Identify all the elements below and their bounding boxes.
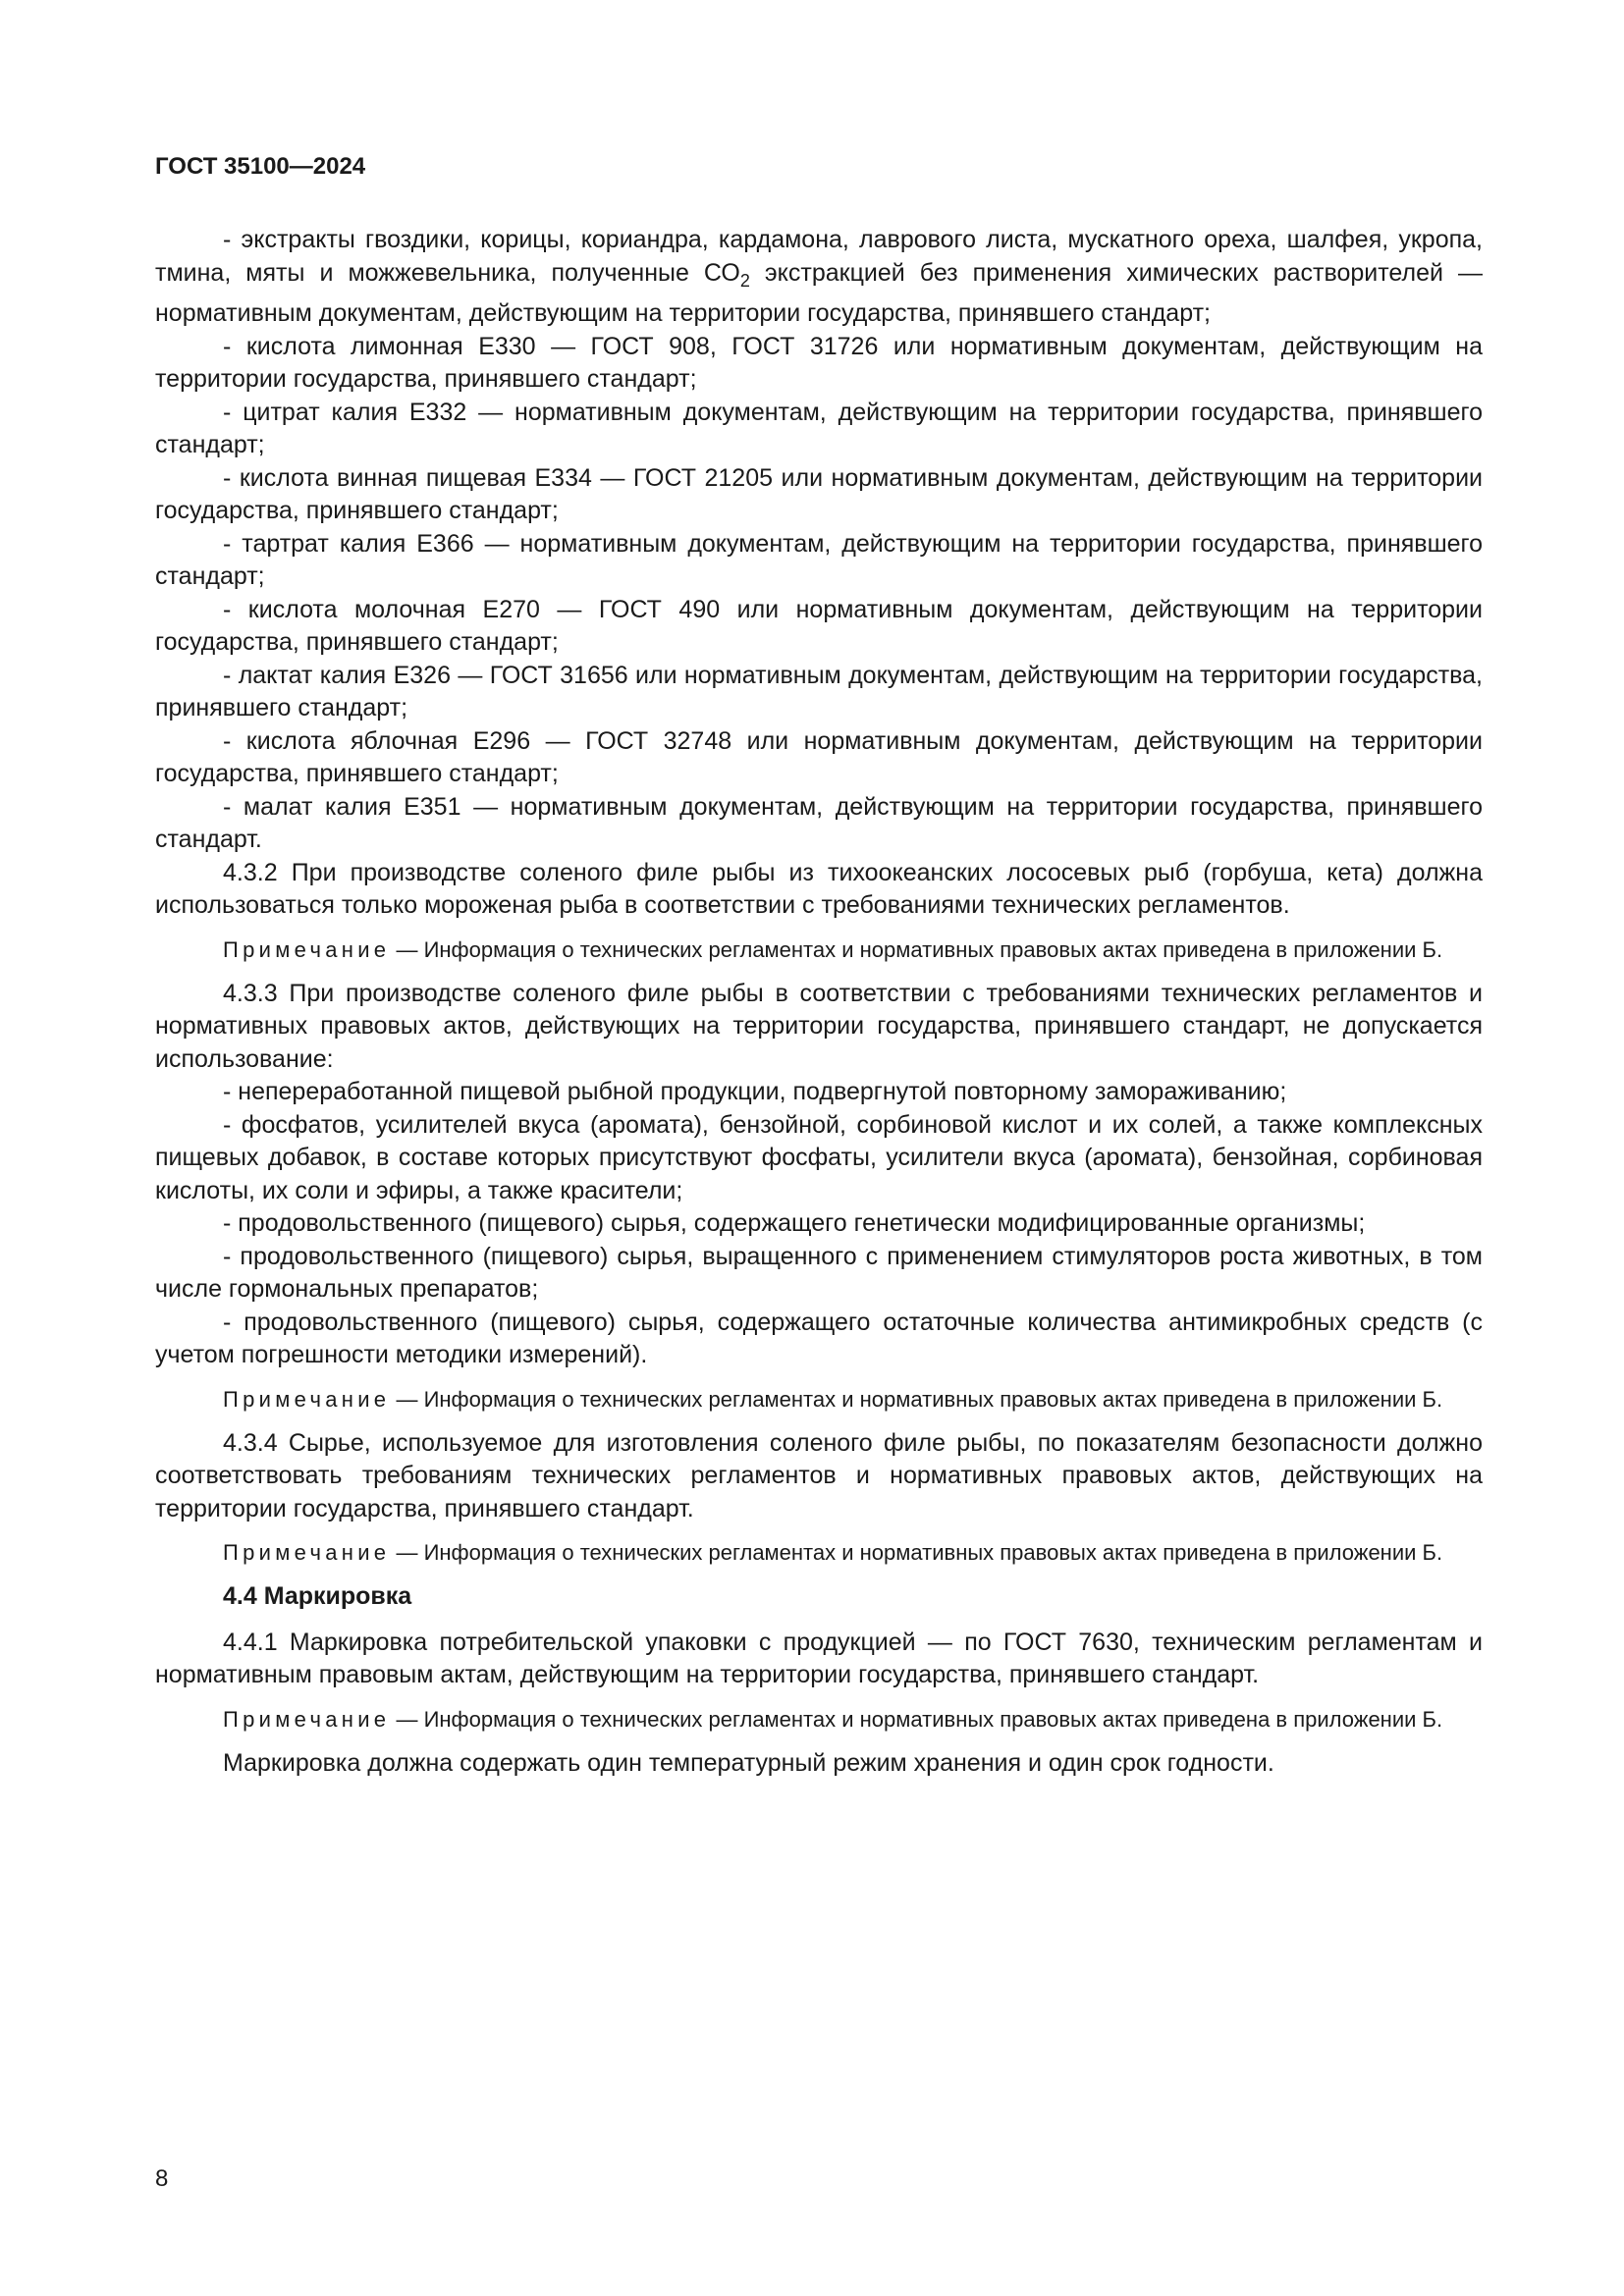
list-item: - продовольственного (пищевого) сырья, содержащего генетически модифицированные организмы; [223, 1209, 1366, 1237]
list-item: - кислота яблочная Е296 — ГОСТ 32748 или нормативным документам, действующим на территории государства, принявшего стандарт; [155, 726, 1483, 787]
clause-4-4-1: 4.4.1 Маркировка потребительской упаковки с продукцией — по ГОСТ 7630, техническим регламентам и нормативным правовым актам, действующим на территории государства, принявшего стандарт. [155, 1628, 1483, 1688]
list-item: - кислота лимонная Е330 — ГОСТ 908, ГОСТ 31726 или нормативным документам, действующим на территории государства, принявшего стандарт; [155, 332, 1483, 393]
list-item: - кислота винная пищевая Е334 — ГОСТ 21205 или нормативным документам, действующим на территории государства, принявшего стандарт; [155, 463, 1483, 524]
note-paragraph [155, 1538, 1483, 1568]
note-paragraph [155, 935, 1483, 965]
note-text: — Информация о технических регламентах и нормативных правовых актах приведена в приложении Б. [390, 1706, 1443, 1732]
list-item: - малат калия Е351 — нормативным документам, действующим на территории государства, принявшего стандарт. [155, 792, 1483, 853]
list-item: - фосфатов, усилителей вкуса (аромата), бензойной, сорбиновой кислот и их солей, а также комплексных пищевых добавок, в составе которых присутствуют фосфаты, усилители вкуса (аромата), бензойная, сорбиновая кислоты, их соли и эфиры, а также красители; [155, 1110, 1483, 1204]
list-item: - цитрат калия Е332 — нормативным документам, действующим на территории государства, принявшего стандарт; [155, 398, 1483, 458]
list-item: - продовольственного (пищевого) сырья, содержащего остаточные количества антимикробных средств (с учетом погрешности методики измерений). [155, 1308, 1483, 1368]
clause-4-3-4: 4.3.4 Сырье, используемое для изготовления соленого филе рыбы, по показателям безопасности должно соответствовать требованиям технических регламентов и нормативных правовых актов, действующих на территории государства, принявшего стандарт. [155, 1428, 1483, 1522]
list-item: - тартрат калия Е366 — нормативным документам, действующим на территории государства, принявшего стандарт; [155, 529, 1483, 590]
list-item: - непереработанной пищевой рыбной продукции, подвергнутой повторному замораживанию; [223, 1078, 1287, 1105]
document-header: ГОСТ 35100—2024 [155, 153, 366, 180]
clause-4-3-2: 4.3.2 При производстве соленого филе рыбы из тихоокеанских лососевых рыб (горбуша, кета) должна использоваться только мороженая рыба в соответствии с требованиями технических регламентов. [155, 858, 1483, 919]
extracts-list-item [155, 224, 1483, 331]
page-number: 8 [155, 2165, 169, 2192]
note-paragraph [155, 1705, 1483, 1735]
note-label: Примечание [223, 1540, 391, 1565]
list-item: - лактат калия Е326 — ГОСТ 31656 или нормативным документам, действующим на территории государства, принявшего стандарт; [155, 661, 1483, 721]
note-text: — Информация о технических регламентах и нормативных правовых актах приведена в приложении Б. [390, 1386, 1443, 1412]
clause-4-3-3: 4.3.3 При производстве соленого филе рыбы в соответствии с требованиями технических регламентов и нормативных правовых актов, действующих на территории государства, принявшего стандарт, не допускается использование: [155, 979, 1483, 1073]
note-text: — Информация о технических регламентах и нормативных правовых актах приведена в приложении Б. [390, 936, 1443, 962]
note-label: Примечание [223, 936, 391, 962]
list-item: - продовольственного (пищевого) сырья, выращенного с применением стимуляторов роста животных, в том числе гормональных препаратов; [155, 1242, 1483, 1303]
section-heading: 4.4 Маркировка [223, 1582, 412, 1610]
extracts-text-start: - экстракты гвоздики, корицы, кориандра, кардамона, лаврового листа, мускатного ореха, шалфея, укропа, тмина, мяты и можжевельника, полученные СО [155, 226, 1483, 287]
extracts-text-end: экстракцией без применения химических растворителей — нормативным документам, действующим на территории государства, принявшего стандарт; [155, 258, 1483, 327]
list-item: - кислота молочная Е270 — ГОСТ 490 или нормативным документам, действующим на территории государства, принявшего стандарт; [155, 595, 1483, 656]
co2-subscript: 2 [739, 270, 750, 291]
page-body [155, 224, 1483, 1780]
marking-paragraph: Маркировка должна содержать один температурный режим хранения и один срок годности. [223, 1748, 1274, 1777]
note-text: — Информация о технических регламентах и нормативных правовых актах приведена в приложении Б. [390, 1540, 1443, 1565]
note-label: Примечание [223, 1706, 391, 1732]
note-label: Примечание [223, 1386, 391, 1412]
note-paragraph [155, 1385, 1483, 1415]
